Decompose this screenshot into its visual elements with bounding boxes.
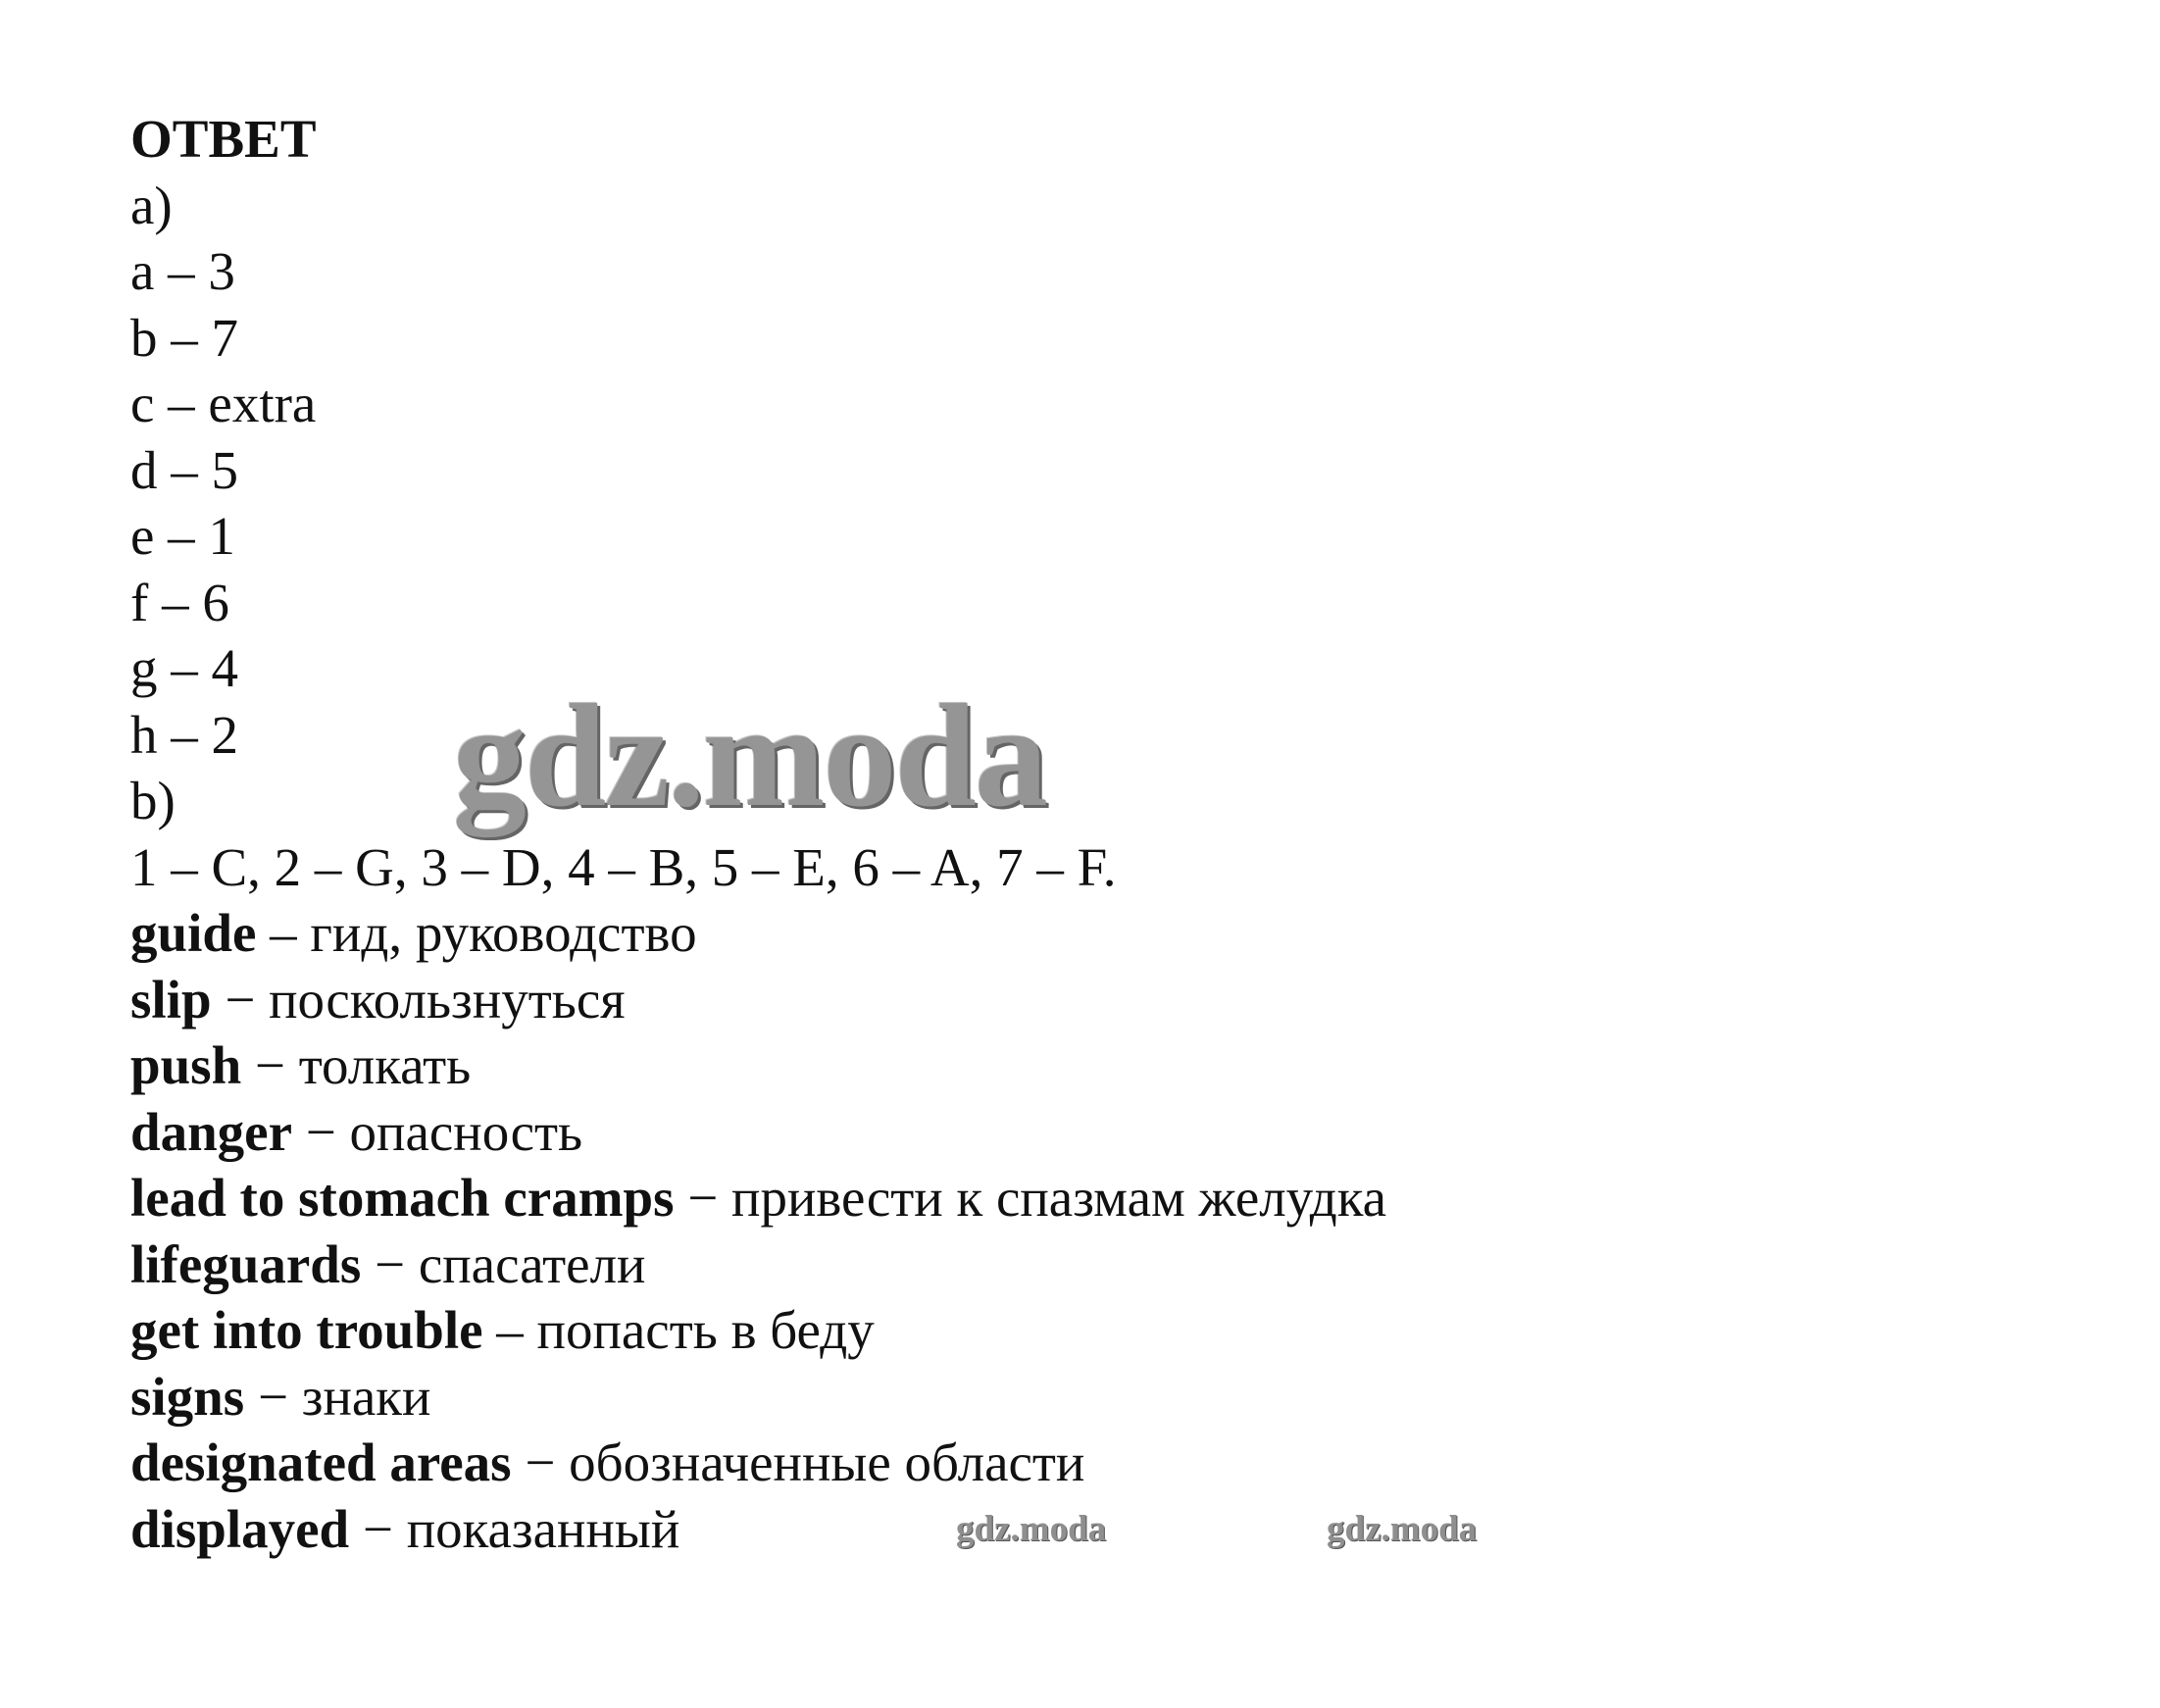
vocab-entry [130, 967, 1386, 1033]
vocab-entry [130, 1099, 1386, 1166]
vocab-entry [130, 900, 1386, 967]
vocab-term: signs [130, 1366, 245, 1427]
vocab-translation: знаки [301, 1366, 431, 1427]
vocab-translation: спасатели [418, 1233, 646, 1294]
part-a-item: f – 6 [130, 572, 229, 632]
vocab-separator: – [482, 1300, 537, 1360]
vocab-entry [130, 1165, 1386, 1231]
part-b-answers: 1 – C, 2 – G, 3 – D, 4 – B, 5 – E, 6 – A, 7 – F. [130, 836, 1117, 897]
vocab-term: slip [130, 969, 212, 1030]
vocab-translation: толкать [298, 1035, 472, 1095]
vocab-term: designated areas [130, 1432, 512, 1492]
watermark-small: gdz.moda [1327, 1509, 1478, 1549]
vocab-term: get into trouble [130, 1300, 483, 1360]
vocab-translation: привести к спазмам желудка [731, 1168, 1386, 1228]
vocab-term: lifeguards [130, 1233, 362, 1294]
vocab-separator: − [211, 969, 270, 1030]
vocab-term: guide [130, 903, 257, 963]
vocab-term: lead to stomach cramps [130, 1168, 675, 1228]
part-a-item: b – 7 [130, 307, 238, 368]
vocab-translation: обозначенные области [569, 1432, 1085, 1492]
part-a-item: d – 5 [130, 439, 238, 500]
vocab-separator: − [361, 1233, 419, 1294]
vocab-translation: гид, руководство [310, 903, 697, 963]
vocab-separator: − [349, 1498, 407, 1559]
part-b-label: b) [130, 771, 176, 830]
vocab-separator: − [674, 1168, 732, 1228]
watermark-large: gdz.moda [453, 675, 1046, 837]
vocab-separator: − [244, 1366, 302, 1427]
vocab-translation: показанный [406, 1498, 680, 1559]
vocab-term: displayed [130, 1498, 350, 1559]
vocab-entry [130, 1032, 1386, 1099]
vocab-entry [130, 1364, 1386, 1431]
part-a-item: g – 4 [130, 638, 238, 698]
vocab-term: push [130, 1035, 242, 1095]
vocab-separator: – [256, 903, 311, 963]
vocab-entry [130, 1496, 1386, 1563]
answer-heading: ОТВЕТ [130, 109, 317, 169]
vocab-translation: поскользнуться [269, 969, 626, 1030]
vocab-separator: − [511, 1432, 570, 1492]
watermark-small: gdz.moda [956, 1509, 1107, 1549]
vocab-translation: опасность [349, 1101, 583, 1162]
part-a-item: a – 3 [130, 241, 235, 301]
vocab-entry [130, 1430, 1386, 1496]
part-a-item: e – 1 [130, 506, 235, 566]
vocab-separator: − [241, 1035, 299, 1095]
vocab-entry [130, 1231, 1386, 1298]
vocab-separator: − [292, 1101, 350, 1162]
vocab-translation: попасть в беду [536, 1300, 875, 1360]
part-a-label: а) [130, 175, 173, 235]
vocab-term: danger [130, 1101, 292, 1162]
vocab-entry [130, 1297, 1386, 1364]
part-a-item: h – 2 [130, 704, 238, 765]
part-a-item: c – extra [130, 374, 317, 433]
